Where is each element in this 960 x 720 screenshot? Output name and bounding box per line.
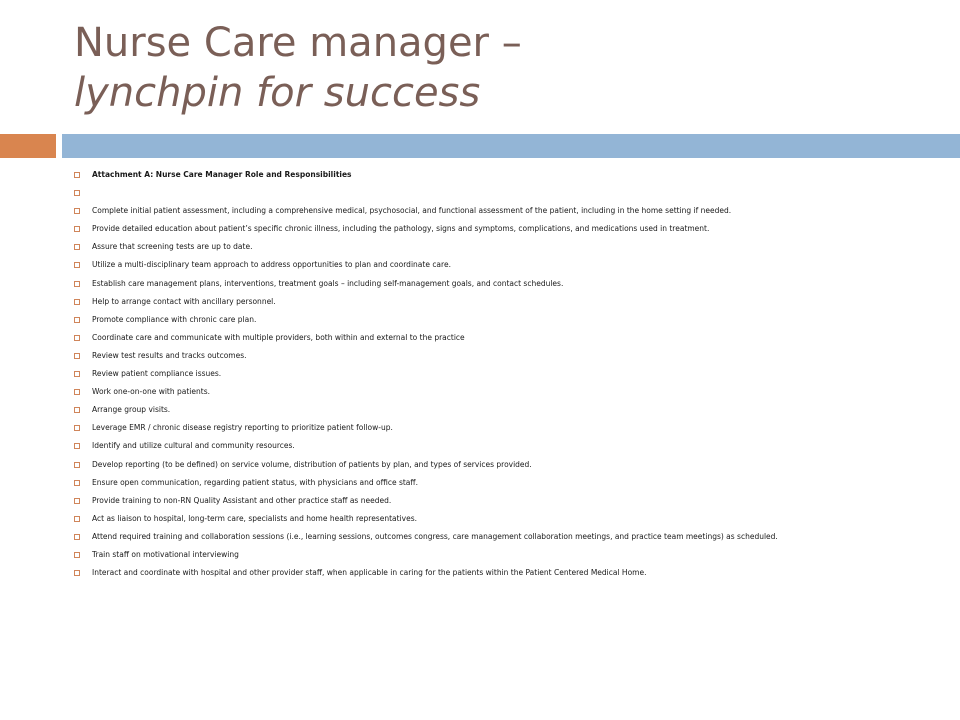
list-item: [74, 549, 944, 567]
square-bullet-icon: [74, 371, 80, 377]
square-bullet-icon: [74, 299, 80, 305]
list-item: [74, 495, 944, 513]
list-item: [74, 404, 944, 422]
list-item-text: Assure that screening tests are up to date.: [92, 242, 253, 252]
list-item: [74, 332, 944, 350]
list-item: [74, 477, 944, 495]
list-item-text: Attachment A: Nurse Care Manager Role and Responsibilities: [92, 170, 352, 179]
list-item: [74, 386, 944, 404]
list-item-text: Coordinate care and communicate with multiple providers, both within and external to the practice: [92, 332, 465, 342]
list-item-text: Work one-on-one with patients.: [92, 387, 210, 397]
slide-title: [74, 18, 934, 118]
slide-title-line1: Nurse Care manager –: [74, 20, 522, 66]
list-item: [74, 567, 944, 585]
list-item-text: Promote compliance with chronic care plan.: [92, 314, 257, 324]
list-item-text: Arrange group visits.: [92, 405, 171, 415]
square-bullet-icon: [74, 407, 80, 413]
list-item-text: Provide detailed education about patient’s specific chronic illness, including the pathology, signs and symptoms, complications, and medications used in treatment.: [92, 224, 710, 234]
square-bullet-icon: [74, 190, 80, 196]
list-item: [74, 223, 944, 241]
list-heading-item: [74, 169, 944, 187]
list-item-text: Ensure open communication, regarding patient status, with physicians and office staff.: [92, 477, 418, 487]
square-bullet-icon: [74, 480, 80, 486]
square-bullet-icon: [74, 208, 80, 214]
square-bullet-icon: [74, 534, 80, 540]
list-item: [74, 422, 944, 440]
square-bullet-icon: [74, 389, 80, 395]
list-item: [74, 278, 944, 296]
square-bullet-icon: [74, 353, 80, 359]
list-item-text: Act as liaison to hospital, long-term care, specialists and home health representatives.: [92, 513, 417, 523]
square-bullet-icon: [74, 570, 80, 576]
square-bullet-icon: [74, 443, 80, 449]
square-bullet-icon: [74, 317, 80, 323]
list-item-text: Provide training to non-RN Quality Assistant and other practice staff as needed.: [92, 495, 392, 505]
slide-title-line2: lynchpin for success: [74, 70, 481, 116]
square-bullet-icon: [74, 335, 80, 341]
list-item-text: Leverage EMR / chronic disease registry reporting to prioritize patient follow-up.: [92, 423, 393, 433]
list-item: [74, 368, 944, 386]
list-item: [74, 314, 944, 332]
square-bullet-icon: [74, 281, 80, 287]
accent-bar-blue: [62, 134, 960, 158]
list-item-text: Complete initial patient assessment, including a comprehensive medical, psychosocial, and functional assessment of the patient, including in the home setting if needed.: [92, 206, 732, 216]
list-item-text: Review test results and tracks outcomes.: [92, 350, 247, 360]
accent-bar-orange: [0, 134, 56, 158]
square-bullet-icon: [74, 226, 80, 232]
list-item-text: Develop reporting (to be defined) on service volume, distribution of patients by plan, and types of services provided.: [92, 459, 532, 469]
list-item-text: Identify and utilize cultural and community resources.: [92, 441, 295, 451]
list-item-text: Utilize a multi-disciplinary team approach to address opportunities to plan and coordinate care.: [92, 260, 451, 270]
square-bullet-icon: [74, 516, 80, 522]
responsibilities-list: [74, 169, 944, 585]
square-bullet-icon: [74, 425, 80, 431]
list-item-text: Help to arrange contact with ancillary personnel.: [92, 296, 276, 306]
square-bullet-icon: [74, 244, 80, 250]
list-item: [74, 205, 944, 223]
list-item-text: Establish care management plans, interventions, treatment goals – including self-management goals, and contact schedules.: [92, 278, 564, 288]
list-item: [74, 259, 944, 277]
list-item: [74, 440, 944, 458]
list-item-text: Attend required training and collaboration sessions (i.e., learning sessions, outcomes congress, care management collaboration meetings, and practice team meetings) as scheduled.: [92, 531, 778, 541]
list-item: [74, 459, 944, 477]
list-item: [74, 241, 944, 259]
list-item-text: Review patient compliance issues.: [92, 369, 222, 379]
square-bullet-icon: [74, 498, 80, 504]
list-item-text: Interact and coordinate with hospital and other provider staff, when applicable in caring for the patients within the Patient Centered Medical Home.: [92, 568, 647, 578]
list-item-text: Train staff on motivational interviewing: [92, 549, 239, 559]
square-bullet-icon: [74, 462, 80, 468]
list-item: [74, 531, 944, 549]
list-item: [74, 350, 944, 368]
square-bullet-icon: [74, 552, 80, 558]
list-item: [74, 296, 944, 314]
square-bullet-icon: [74, 172, 80, 178]
square-bullet-icon: [74, 262, 80, 268]
list-item: [74, 187, 944, 205]
list-item: [74, 513, 944, 531]
